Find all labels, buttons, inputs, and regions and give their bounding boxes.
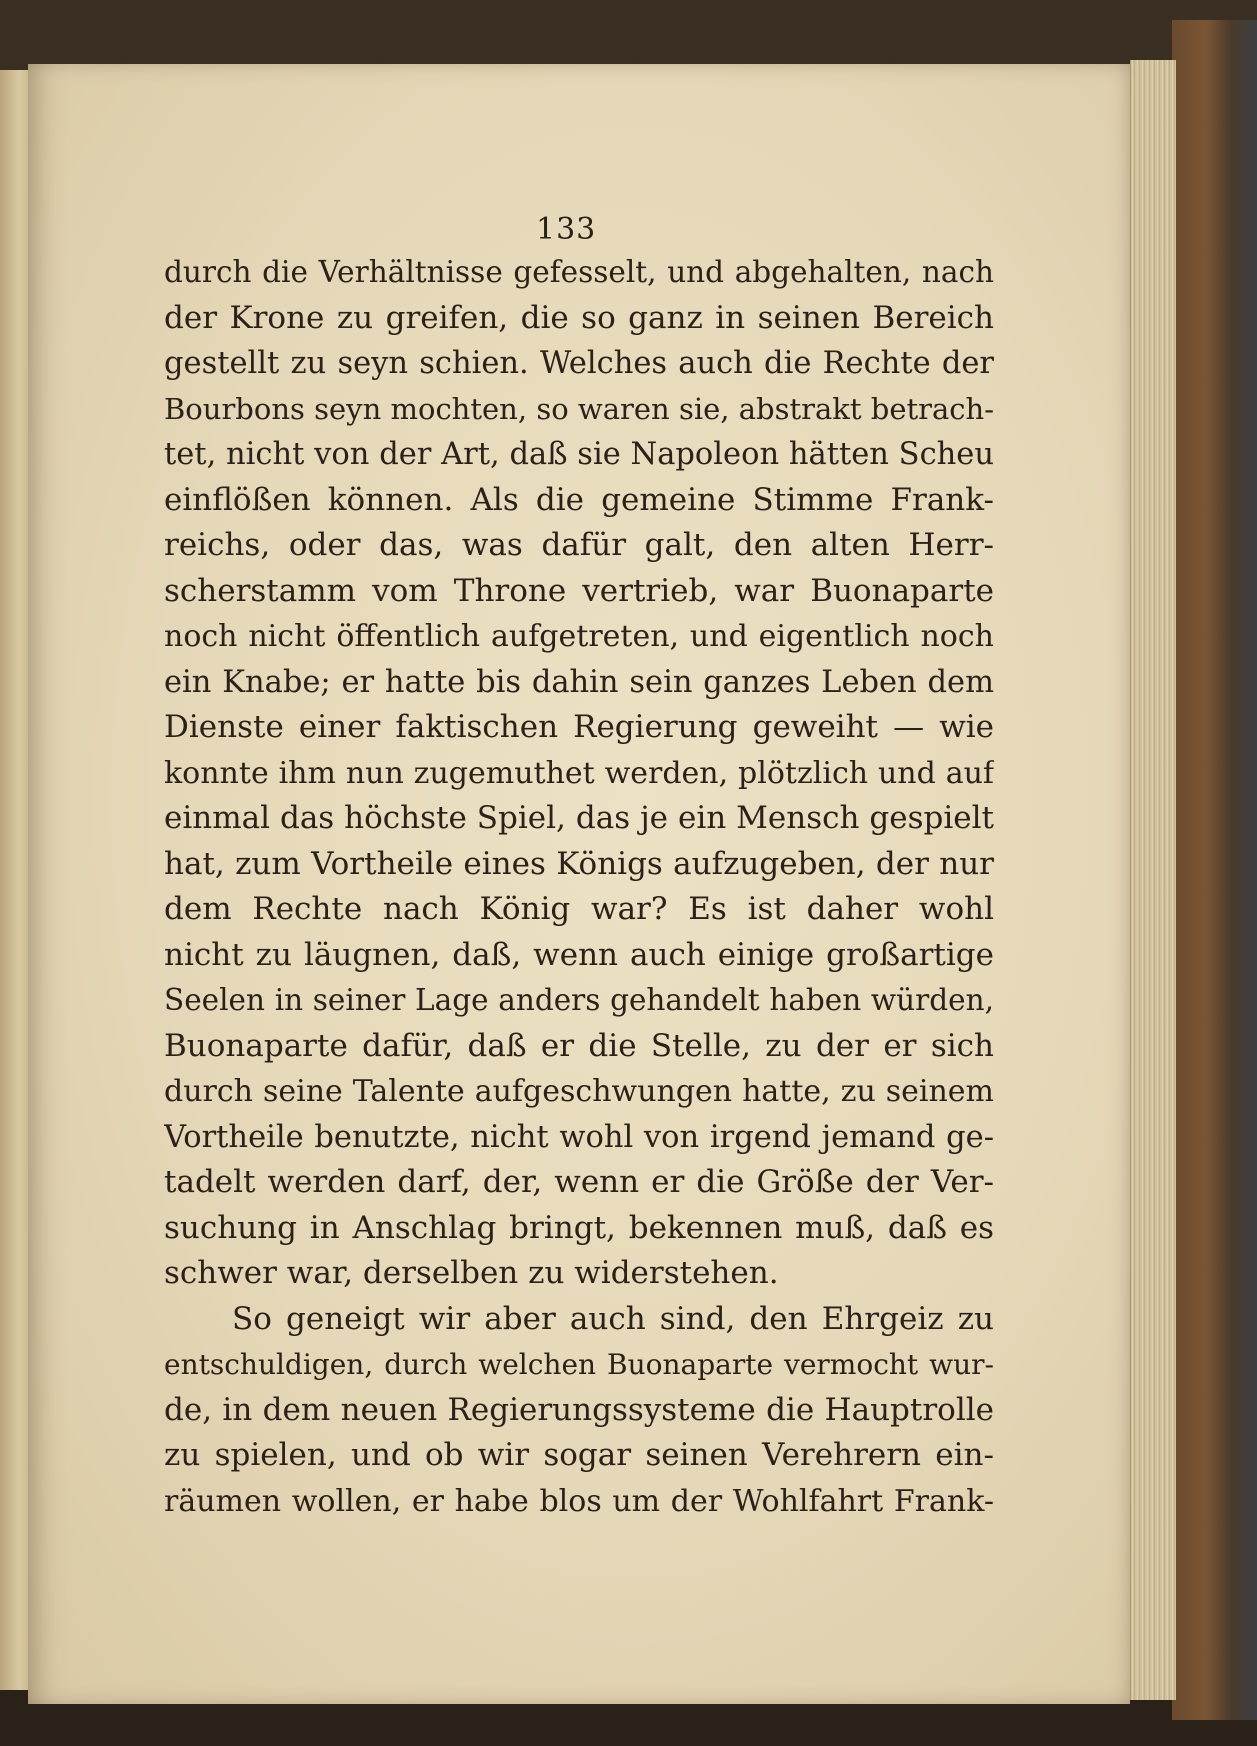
text-line: entschuldigen, durch welchen Buonaparte vermocht wur- [164,1348,994,1381]
text-line: reichs, oder das, was dafür galt, den alten Herr- [164,527,994,563]
text-line: Seelen in seiner Lage anders gehandelt haben würden, [164,983,994,1017]
book-cover-edge [1172,20,1257,1720]
text-line: konnte ihm nun zugemuthet werden, plötzlich und auf [164,755,994,791]
book-page [28,64,1130,1704]
text-line: räumen wollen, er habe blos um der Wohlfahrt Frank- [164,1483,994,1519]
text-line: einmal das höchste Spiel, das je ein Mensch gespielt [164,800,994,836]
page-number: 133 [536,212,597,247]
text-line: gestellt zu seyn schien. Welches auch die Rechte der [164,346,994,381]
text-line: Buonaparte dafür, daß er die Stelle, zu der er sich [164,1027,994,1064]
text-line: zu spielen, und ob wir sogar seinen Verehrern ein- [164,1437,994,1473]
text-line: de, in dem neuen Regierungssysteme die Hauptrolle [164,1391,994,1428]
text-line: tet, nicht von der Art, daß sie Napoleon hätten Scheu [164,437,994,472]
text-line: suchung in Anschlag bringt, bekennen muß, daß es [164,1209,994,1246]
text-line: hat, zum Vortheile eines Königs aufzugeben, der nur [164,845,994,882]
text-line: So geneigt wir aber auch sind, den Ehrgeiz zu [232,1300,994,1337]
text-line: durch seine Talente aufgeschwungen hatte, zu seinem [164,1074,994,1109]
text-line: Dienste einer faktischen Regierung geweiht — wie [164,709,994,745]
text-line: der Krone zu greifen, die so ganz in seinen Bereich [164,299,994,336]
text-line: tadelt werden darf, der, wenn er die Größe der Ver- [164,1164,994,1200]
text-line: schwer war, derselben zu widerstehen. [164,1255,779,1291]
text-line: noch nicht öffentlich aufgetreten, und eigentlich noch [164,619,994,654]
text-line: durch die Verhältnisse gefesselt, und abgehalten, nach [164,255,994,289]
body-text [164,250,994,1524]
page-edges [1130,60,1176,1700]
text-line: einflößen können. Als die gemeine Stimme Frank- [164,481,994,518]
text-line: Vortheile benutzte, nicht wohl von irgend jemand ge- [164,1119,994,1155]
text-line: ein Knabe; er hatte bis dahin sein ganzes Leben dem [164,664,994,700]
text-line: Bourbons seyn mochten, so waren sie, abstrakt betrach- [164,391,994,426]
facing-page-edge [0,70,29,1690]
text-line: dem Rechte nach König war? Es ist daher wohl [164,891,994,927]
text-line: scherstamm vom Throne vertrieb, war Buonaparte [164,572,994,609]
text-line: nicht zu läugnen, daß, wenn auch einige großartige [164,936,994,973]
